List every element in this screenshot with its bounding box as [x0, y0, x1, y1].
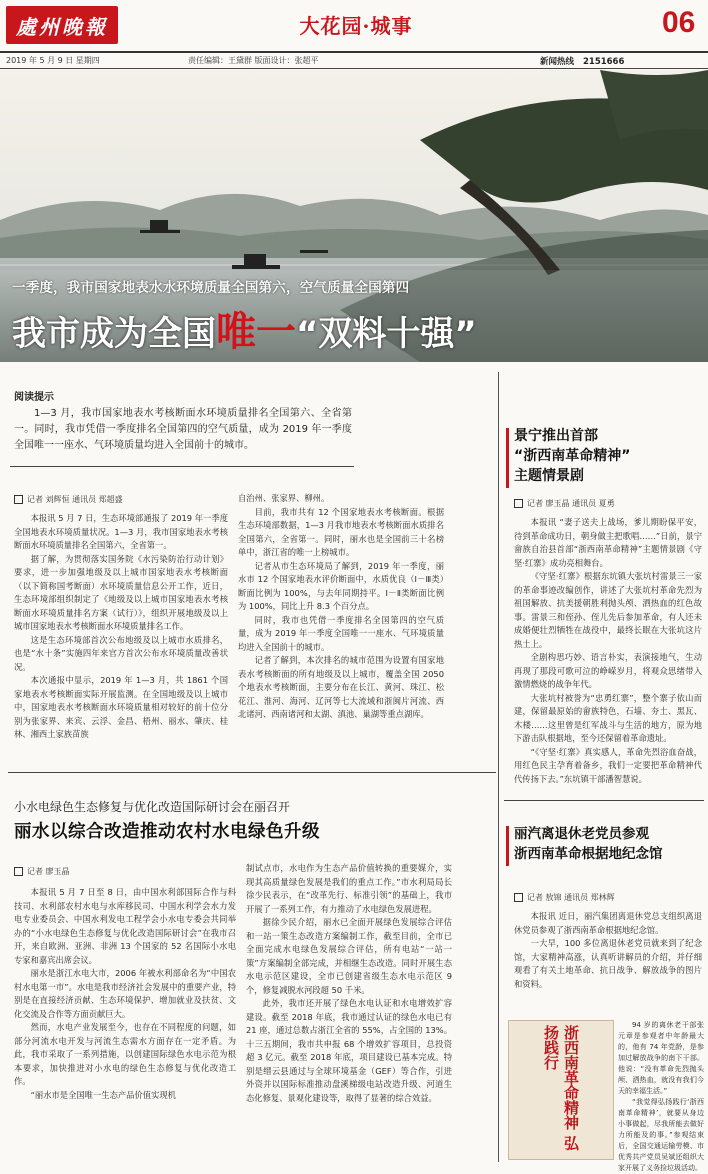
side1-byline-text: 记者 廖玉晶 通讯员 夏勇: [527, 499, 615, 508]
paragraph: “丽水市是全国唯一生态产品价值实现机: [30, 1089, 176, 1100]
paragraph: 据了解，为贯彻落实国务院《水污染防治行动计划》要求，进一步加强地级及以上城市国家地表水考核断面（以下简称国考断面）水环境质量信息公开工作，近日，生态环境部组织制定了《地级及以上城市国家地表水考核断面水环境质量排名方案（试行）》，组织开展地级及以上城市国家地表水考核断面水环境质量排名工作。: [14, 553, 228, 631]
reading-guide-label: 阅读提示: [14, 392, 54, 403]
paragraph: 同时，我市也凭借一季度排名全国第四的空气质量，成为 2019 年一季度全国唯一一座水、气环境质量均进入全国前十的城市。: [238, 614, 444, 652]
paragraph: 自治州、张家界、柳州。: [238, 493, 330, 503]
paper-name: 處州晚報: [16, 14, 108, 39]
article2-byline-text: 记者 廖玉晶: [27, 867, 70, 876]
paragraph: 《守坚·红寨》根据东坑镇大张坑村雷景三一家的革命事迹改编创作，讲述了大张坑村革命先烈为祖国解放、抗美援朝胜利抛头颅、洒热血的红色故事。雷景三和侄孙、侄儿先后参加革命，有人还未成婚便壮烈牺牲在战役中，最终长眠在大张坑这片热土上。: [514, 571, 702, 649]
article2-byline: [14, 866, 70, 877]
calligraphy-text: 浙西南革命精神 弘扬践行: [542, 1025, 580, 1151]
subheader-rule: [0, 68, 708, 69]
paragraph: 本报讯 5 月 7 日，生态环境部通报了 2019 年一季度全国地表水环境质量状况。1—3 月，我市国家地表水考核断面水环境质量排名全国第六，全省第一。: [14, 513, 228, 550]
masthead-logo: [6, 6, 118, 44]
lead-byline-text: 记者 刘辉恒 通讯员 郑超盛: [27, 495, 123, 504]
issue-date: 2019 年 5 月 9 日 星期四: [6, 56, 100, 65]
lead-column-2: [238, 492, 444, 722]
paragraph: 这是生态环境部首次公布地级及以上城市水质排名，也是“水十条”实施四年来官方首次公布水环境质量改善状况。: [14, 634, 228, 672]
headline-part-1: 我市成为全国: [12, 314, 216, 354]
paragraph: 据徐少民介绍，丽水已全面开展绿色发展综合评估和一站一策生态改造方案编制工作，截至目前，全市已全面完成水电绿色发展综合评估，所有电站“一站一策”方案编制全部完成，并相继生态改造。同时开展生态水电示范区建设，全市已创建省级生态水电示范区 9 个，修复减脱水河段超 50 千米。: [246, 917, 452, 995]
side1-headline-line: 景宁推出首部: [514, 428, 598, 444]
paragraph: 记者从市生态环境局了解到，2019 年一季度，丽水市 12 个国家地表水评价断面中，水质优良（Ⅰ－Ⅲ类）断面比例为 100%，与去年同期持平。Ⅰ－Ⅱ类断面比例为 100%，同比上升 8.3 个百分点。: [238, 560, 444, 611]
guide-rule: [10, 466, 354, 467]
reading-guide-body: 1—3 月，我市国家地表水考核断面水环境质量排名全国第六、全省第一。同时，我市凭借一季度排名全国第四的空气质量，成为 2019 年一季度全国唯一一座水、气环境质量均进入全国前十的城市。: [14, 408, 352, 451]
article2-column-2: [246, 862, 452, 1105]
lead-headline: [12, 300, 477, 357]
article2-subtitle: 小水电绿色生态修复与优化改造国际研讨会在丽召开: [14, 800, 291, 814]
paragraph: 本报讯 “妻子送夫上战场，爹儿期盼保平安，待到革命成功日，朝身做主把歌唱……”日前，景宁畲族自治县首部“浙西南革命精神”主题情景剧《守坚·红寨》成功亮相舞台。: [514, 517, 702, 568]
section-title: [276, 10, 436, 39]
article2-column-1: [14, 886, 236, 1102]
paragraph: “《守坚·红寨》真实感人，革命先烈浴血奋战，用红色民主孕育着备乡，我们一定要把革命精神代代传扬下去。”东坑镇干部潘智慧说。: [514, 746, 702, 784]
side1-headline-line: 主题情景剧: [514, 468, 584, 484]
paragraph: 本报讯 5 月 7 日至 8 日，由中国水利部国际合作与科技司、水利部农村水电与水库移民司、中国水利学会水力发电专业委员会、中国水利发电工程学会小水电专委会共同举办的“小水电绿色生态修复与优化改造国际研讨会”在我市召开，来自欧洲、亚洲、非洲 13 个国家的 52 名国际小水电专家和嘉宾出席会议。: [14, 887, 236, 965]
side-rule: [504, 800, 704, 801]
paragraph: 一大早，100 多位离退休老党员就来到了纪念馆，大家精神高涨，认真听讲解员的介绍，并仔细观看了有关土地革命、抗日战争、解放战争的图片和资料。: [514, 938, 702, 989]
lead-column-1: [14, 512, 228, 742]
paragraph: 本报讯 近日，丽汽集团离退休党总支组织离退休党员参观了浙西南革命根据地纪念馆。: [514, 911, 702, 935]
side2-headline: [514, 824, 663, 864]
side2-headline-line: 丽汽离退休老党员参观: [514, 826, 649, 842]
editors-line: 责任编辑：王黛群 版面设计：张超平: [188, 56, 319, 65]
calligraphy-image: [508, 1020, 614, 1160]
column-divider: [498, 372, 499, 1162]
byline-square-icon: [514, 499, 523, 508]
paragraph: 记者了解到，本次排名的城市范围为设置有国家地表水考核断面的所有地级及以上城市，覆盖全国 2050 个地表水考核断面，主要分布在长江、黄河、珠江、松花江、淮河、海河、辽河等七大流域和浙闽片河流、西北诸河、西南诸河和太湖、滇池、巢湖等重点湖库。: [238, 655, 444, 719]
paragraph: 本次通报中显示，2019 年 1—3 月，共 1861 个国家地表水考核断面实际开展监测。在全国地级及以上城市中，国家地表水考核断面水环境质量相对较好的前十位分别为张家界、来宾、云浮、金昌、梧州、丽水、肇庆、桂林、湘西土家族苗族: [14, 675, 228, 739]
paragraph: 丽水是浙江水电大市，2006 年被水利部命名为“中国农村水电第一市”。水电是我市经济社会发展中的重要产业，特别是在直接经济贡献、生态环境保护、增加就业及扶贫、文化交流及合作等方面贡献巨大。: [14, 968, 236, 1019]
side2-byline-text: 记者 敖锦 通讯员 郑林辉: [527, 893, 615, 902]
paragraph: 然而，水电产业发展至今，也存在不同程度的问题，如部分河流水电开发与河流生态需水方面存在一定矛盾。为此，我市采取了一系列措施，以创建国际绿色水电示范为根本要求，加快推进对小水电的绿色生态修复与优化改造工作。: [14, 1022, 236, 1086]
header-rule: [0, 51, 708, 53]
side1-body: [514, 516, 702, 786]
side1-accent-bar: [506, 428, 509, 488]
paragraph: “我觉得弘扬践行‘浙西南革命精神’，就要从身边小事做起，尽我所能去做好力所能及的事。”参观结束后，全国交通运输劳模、市优秀共产党员吴斌还组织大家开展了义务捡垃圾活动。: [618, 1098, 704, 1172]
hotline-number: 2151666: [582, 57, 625, 67]
side1-byline: [514, 498, 615, 509]
side1-headline-line: “浙西南革命精神”: [514, 448, 631, 464]
side2-accent-bar: [506, 826, 509, 866]
paragraph: 此外，我市还开展了绿色水电认证和水电增效扩容建设。截至 2018 年底，我市通过认证的绿色水电已有 21 座，通过总数占浙江全省的 55%，占全国的 13%。十三五期间，我市共申报 68 个增效扩容项目，总投资超 3 亿元。截至 2018 年底，项目建设已基本完成。特别是缙云县通过与全球环境基金（GEF）等合作，引进外资并以国际标准推动盘溪梯级电站改造升级、河道生态化修复、景观化建设等，取得了显著的综合效益。: [246, 998, 452, 1103]
side2-body-top: [514, 910, 702, 991]
paragraph: 制试点市，水电作为生态产品价值转换的重要媒介，实现其高质量绿色发展是我们的重点工作。”市水利局局长徐少民表示，在“改革先行、标准引领”的基础上，我市开展了一系列工作，有力推动了水电绿色发展进程。: [246, 863, 452, 914]
section-rule: [8, 772, 496, 773]
page-number: 06: [662, 6, 696, 39]
side2-body-bottom: [618, 1020, 704, 1174]
headline-part-2: “双料十强”: [296, 314, 477, 354]
paragraph: 94 岁的离休老干部张元章是参观者中年龄最大的，他有 74 年党龄，是参加过解放战争的南下干部。他说：“没有革命先烈抛头颅、洒热血，就没有我们今天的幸福生活。”: [618, 1021, 704, 1095]
byline-square-icon: [514, 893, 523, 902]
side2-headline-line: 浙西南革命根据地纪念馆: [514, 846, 663, 862]
hotline: [540, 55, 624, 67]
lead-subtitle: 一季度，我市国家地表水水环境质量全国第六，空气质量全国第四: [12, 280, 410, 296]
byline-square-icon: [14, 867, 23, 876]
hotline-label: 新闻热线: [540, 57, 575, 67]
paragraph: 大张坑村被誉为“忠勇红寨”，整个寨子依山而建，保留最原始的畲族特色，石墙、夯土、黑瓦、木楼……这里曾是红军战斗与生活的地方，原为地下游击队根据地，至今还保留着革命遗址。: [514, 692, 702, 743]
reading-guide-text: [14, 406, 352, 454]
paragraph: 目前，我市共有 12 个国家地表水考核断面。根据生态环境部数据，1—3 月我市地表水考核断面水质排名全国第六，全省第一。同时，丽水也是全国前三十名榜单中，浙江省的唯一上榜城市。: [238, 506, 444, 557]
lead-byline: [14, 494, 123, 505]
byline-square-icon: [14, 495, 23, 504]
side2-byline: [514, 892, 615, 903]
article2-headline: 丽水以综合改造推动农村水电绿色升级: [14, 822, 320, 842]
headline-highlight: 唯一: [216, 309, 296, 355]
paragraph: 全剧构思巧妙、语言朴实，表演接地气，生动再现了那段可歌可泣的峥嵘岁月，将观众思绪带入激情燃烧的战争年代。: [514, 652, 702, 689]
section-label: 大花园·城事: [299, 14, 413, 38]
side1-headline: [514, 426, 630, 486]
